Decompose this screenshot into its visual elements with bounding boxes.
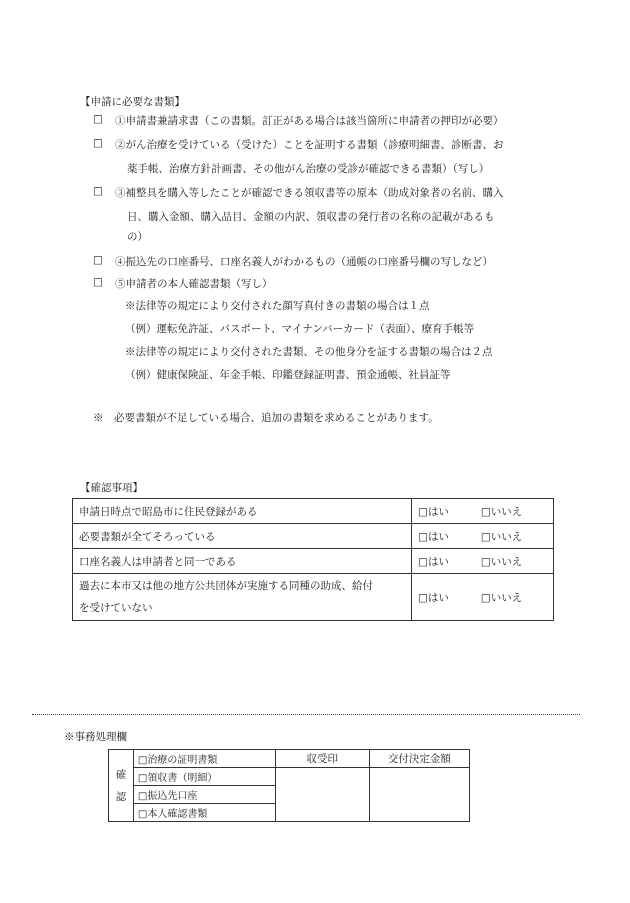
confirmation-table bbox=[72, 498, 554, 621]
office-check-id[interactable]: □本人確認書類 bbox=[133, 804, 275, 822]
received-stamp-cell bbox=[275, 768, 369, 822]
yes-checkbox[interactable]: □はい bbox=[412, 574, 475, 621]
office-table bbox=[108, 749, 470, 822]
no-checkbox[interactable]: □いいえ bbox=[475, 499, 554, 524]
id-note-2: ※法律等の規定により交付された書類、その他身分を証する書類の場合は２点 bbox=[125, 346, 493, 358]
question-cell bbox=[73, 574, 412, 621]
dotted-divider bbox=[32, 714, 580, 715]
item2-checkbox[interactable]: □ bbox=[93, 137, 103, 149]
id-note-1: ※法律等の規定により交付された顔写真付きの書類の場合は１点 bbox=[125, 300, 430, 312]
no-checkbox[interactable]: □いいえ bbox=[475, 574, 554, 621]
item3-text-line3: の） bbox=[127, 231, 148, 243]
table-row bbox=[73, 574, 554, 621]
received-stamp-header: 収受印 bbox=[275, 750, 369, 768]
item1-text: ①申請書兼請求書（この書類。訂正がある場合は該当箇所に申請者の押印が必要） bbox=[115, 115, 504, 127]
item3-text-line2: 日、購入金額、購入品目、金額の内訳、領収書の発行者の名称の記載があるも bbox=[127, 211, 495, 223]
no-checkbox[interactable]: □いいえ bbox=[475, 524, 554, 549]
item2-text-line2: 薬手帳、治療方針計画書、その他がん治療の受診が確認できる書類）（写し） bbox=[127, 163, 490, 175]
confirmation-heading: 【確認事項】 bbox=[80, 482, 143, 494]
amount-cell bbox=[369, 768, 469, 822]
office-heading: ※事務処理欄 bbox=[64, 731, 127, 743]
yes-checkbox[interactable]: □はい bbox=[412, 499, 475, 524]
id-example-1: （例）運転免許証、パスポート、マイナンバーカード（表面）、療育手帳等 bbox=[125, 323, 475, 335]
item5-checkbox[interactable]: □ bbox=[93, 276, 103, 288]
item4-checkbox[interactable]: □ bbox=[93, 254, 103, 266]
yes-checkbox[interactable]: □はい bbox=[412, 524, 475, 549]
question-line-2: を受けていない bbox=[79, 602, 153, 614]
item4-text: ④振込先の口座番号、口座名義人がわかるもの（通帳の口座番号欄の写しなど） bbox=[115, 256, 493, 268]
item5-text: ⑤申請者の本人確認書類（写し） bbox=[115, 278, 273, 290]
question-cell: 申請日時点で昭島市に住民登録がある bbox=[73, 499, 412, 524]
confirm-label-top: 確 bbox=[115, 768, 127, 781]
yes-checkbox[interactable]: □はい bbox=[412, 549, 475, 574]
table-row bbox=[73, 524, 554, 549]
item3-text-line1: ③補整具を購入等したことが確認できる領収書等の原本（助成対象者の名前、購入 bbox=[115, 187, 504, 199]
office-check-receipt[interactable]: □領収書（明細） bbox=[133, 768, 275, 786]
question-cell: 口座名義人は申請者と同一である bbox=[73, 549, 412, 574]
amount-header: 交付決定金額 bbox=[369, 750, 469, 768]
shortage-note: ※ 必要書類が不足している場合、追加の書類を求めることがあります。 bbox=[93, 412, 439, 424]
question-line-1: 過去に本市又は他の地方公共団体が実施する同種の助成、給付 bbox=[79, 580, 373, 592]
confirm-label-bottom: 認 bbox=[115, 790, 127, 803]
item1-checkbox[interactable]: □ bbox=[93, 113, 103, 125]
no-checkbox[interactable]: □いいえ bbox=[475, 549, 554, 574]
id-example-2: （例）健康保険証、年金手帳、印鑑登録証明書、預金通帳、社員証等 bbox=[125, 369, 451, 381]
item3-checkbox[interactable]: □ bbox=[93, 185, 103, 197]
table-row bbox=[73, 499, 554, 524]
table-row bbox=[73, 549, 554, 574]
office-check-treatment[interactable]: □治療の証明書類 bbox=[133, 750, 275, 768]
item2-text-line1: ②がん治療を受けている（受けた）ことを証明する書類（診療明細書、診断書、お bbox=[115, 139, 504, 151]
confirm-label bbox=[109, 750, 134, 822]
office-check-account[interactable]: □振込先口座 bbox=[133, 786, 275, 804]
required-docs-heading: 【申請に必要な書類】 bbox=[80, 96, 185, 108]
question-cell: 必要書類が全てそろっている bbox=[73, 524, 412, 549]
